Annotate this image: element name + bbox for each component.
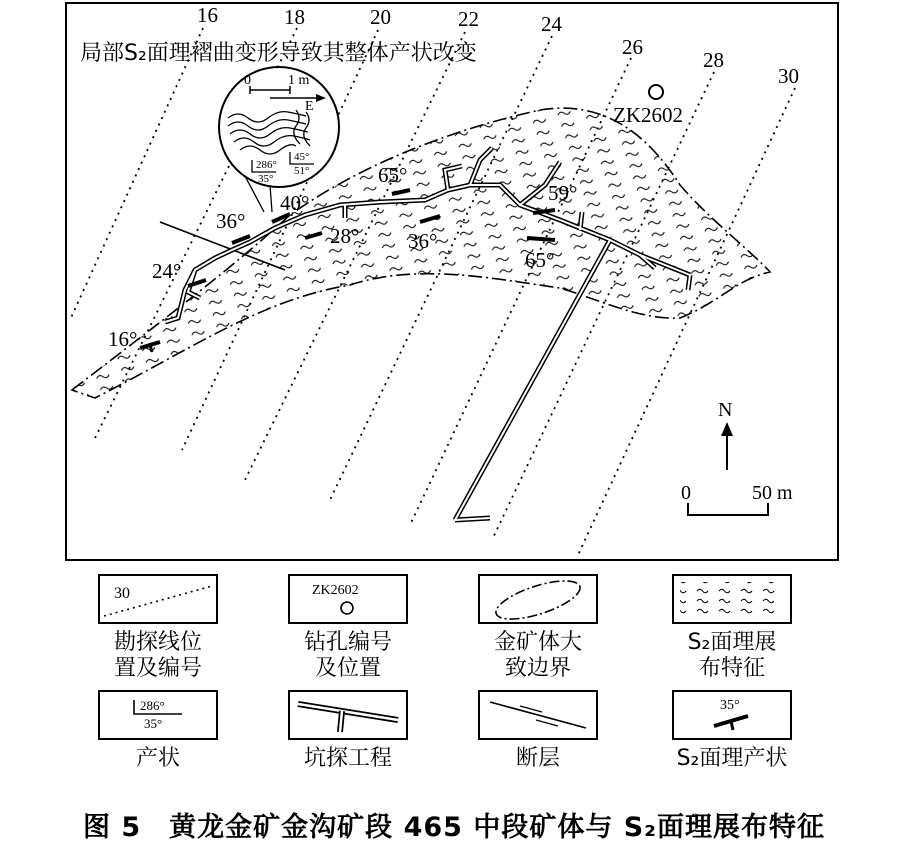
orientation-label: 28° — [330, 224, 360, 248]
legend-sample-line-number: 30 — [114, 585, 130, 602]
legend-ore-boundary — [448, 574, 628, 682]
inset-attitude-b-dir: 45° — [294, 151, 310, 163]
exploration-line-label-16: 16 — [197, 3, 218, 27]
map-note: 局部S₂面理褶曲变形导致其整体产状改变 — [80, 41, 477, 66]
north-label: N — [718, 399, 733, 421]
north-arrow-icon — [721, 422, 733, 470]
legend-label: 致边界 — [504, 656, 571, 681]
inset-attitude-b-dip: 51° — [294, 165, 310, 177]
legend-attitude — [68, 690, 248, 772]
exploration-line-label-28: 28 — [703, 48, 724, 72]
inset-scale-end: 1 m — [288, 73, 310, 88]
orientation-label: 65° — [378, 163, 408, 187]
inset-attitude-a-dip: 35° — [258, 173, 274, 185]
legend-label: 及位置 — [314, 656, 381, 681]
legend-label: 金矿体大 — [493, 630, 582, 655]
orientation-label: 16° — [108, 327, 138, 351]
legend-exploration-line — [68, 574, 248, 682]
orientation-label: 24° — [152, 259, 182, 283]
legend-tunnel — [258, 690, 438, 772]
orientation-label: 36° — [408, 229, 438, 253]
scale-start: 0 — [681, 482, 691, 504]
inset-attitude-a-dir: 286° — [256, 159, 277, 171]
legend-label: S₂面理产状 — [676, 746, 788, 771]
inset-detail — [219, 67, 339, 212]
legend-sample-borehole: ZK2602 — [312, 583, 359, 598]
orientation-label: 40° — [280, 191, 310, 215]
exploration-line-16 — [70, 28, 203, 320]
exploration-line-label-20: 20 — [370, 5, 391, 29]
legend-label: 产状 — [135, 746, 180, 771]
scale-bar — [688, 503, 768, 515]
legend-sample-angle: 35° — [720, 698, 740, 713]
legend-label: 布特征 — [698, 656, 765, 681]
legend-label: 断层 — [515, 746, 560, 771]
legend-fault — [448, 690, 628, 772]
exploration-line-label-18: 18 — [284, 5, 305, 29]
orientation-label: 65° — [525, 248, 555, 272]
exploration-line-label-30: 30 — [778, 64, 799, 88]
exploration-line-label-26: 26 — [622, 35, 643, 59]
exploration-line-label-22: 22 — [458, 7, 479, 31]
legend-label: S₂面理展 — [687, 630, 777, 655]
legend-label: 钻孔编号 — [303, 630, 392, 655]
orientation-label: 36° — [216, 209, 246, 233]
legend-label: 置及编号 — [113, 656, 202, 681]
figure-caption: 图 5 黄龙金矿金沟矿段 465 中段矿体与 S₂面理展布特征 — [82, 812, 826, 843]
borehole-marker — [649, 85, 663, 99]
legend-foliation-pattern — [642, 574, 822, 682]
legend-borehole — [258, 574, 438, 682]
legend-label: 勘探线位 — [113, 630, 202, 655]
legend-label: 坑探工程 — [303, 746, 392, 771]
ore-body-boundary — [72, 108, 770, 398]
inset-east-label: E — [305, 99, 314, 114]
scale-end: 50 m — [752, 482, 793, 504]
borehole-label: ZK2602 — [613, 103, 683, 127]
exploration-line-label-24: 24 — [541, 12, 562, 36]
legend-foliation-attitude — [642, 690, 822, 772]
inset-scale-start: 0 — [244, 73, 251, 88]
legend-sample-dip: 35° — [144, 716, 163, 731]
legend-sample-dir: 286° — [140, 698, 165, 713]
orientation-label: 59° — [548, 181, 578, 205]
